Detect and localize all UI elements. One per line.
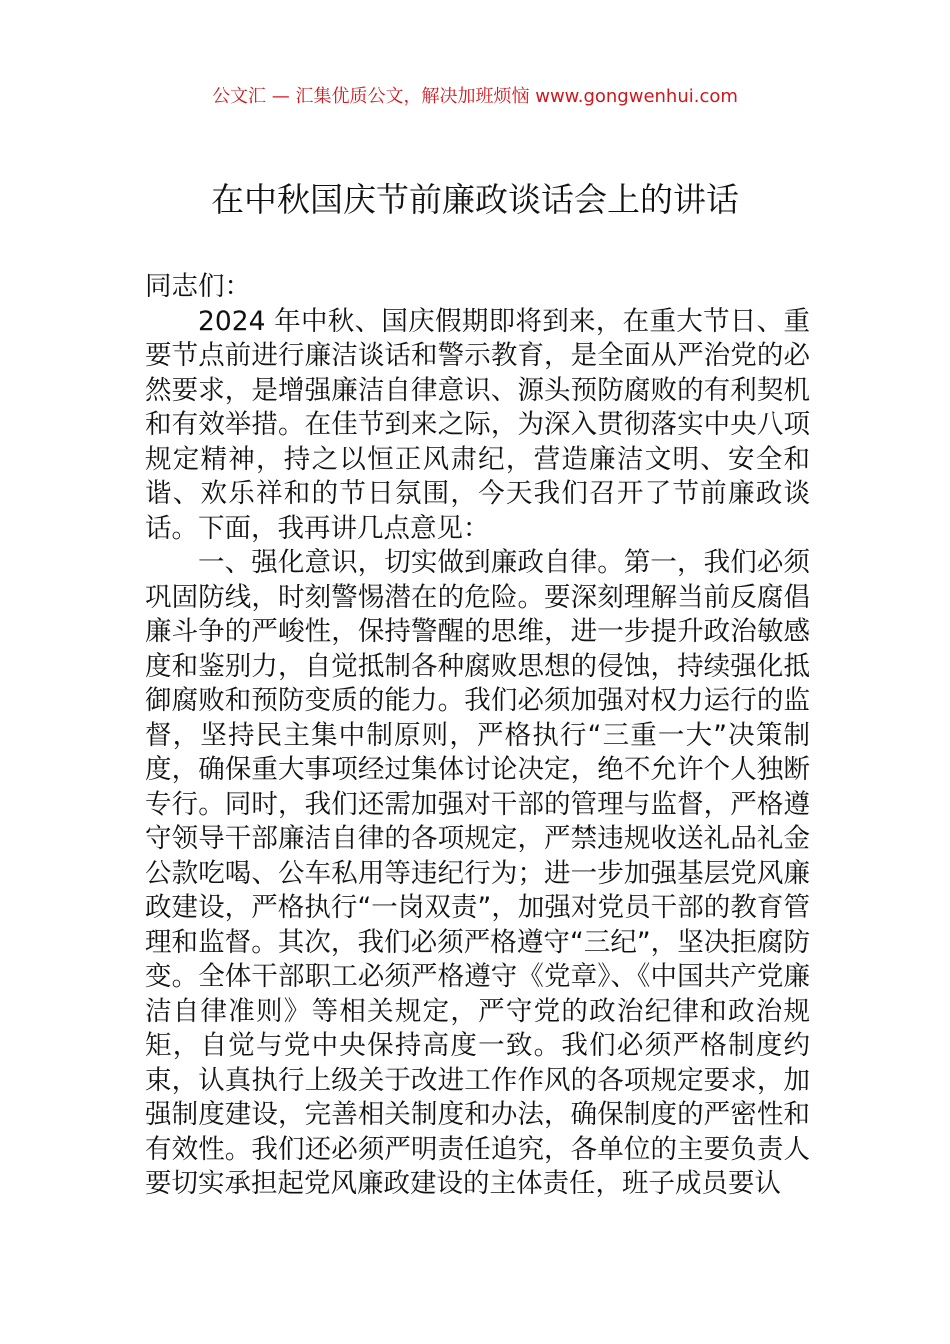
salutation: 同志们： [145, 271, 251, 302]
paragraph-intro: 2024 年中秋、国庆假期即将到来，在重大节日、重要节点前进行廉洁谈话和警示教育，是全面从严治党的必然要求，是增强廉洁自律意识、源头预防腐败的有利契机和有效举措。在佳节到来之际，为深入贯彻落实中央八项规定精神，持之以恒正风肃纪，营造廉洁文明、安全和谐、欢乐祥和的节日氛围，今天我们召开了节前廉政谈话。下面，我再讲几点意见： [145, 305, 810, 544]
document-title: 在中秋国庆节前廉政谈话会上的讲话 [211, 180, 739, 219]
paragraph-section-one: 一、强化意识，切实做到廉政自律。第一，我们必须巩固防线，时刻警惕潜在的危险。要深刻理解当前反腐倡廉斗争的严峻性，保持警醒的思维，进一步提升政治敏感度和鉴别力，自觉抵制各种腐败思想的侵蚀，持续强化抵御腐败和预防变质的能力。我们必须加强对权力运行的监督，坚持民主集中制原则，严格执行“三重一大”决策制度，确保重大事项经过集体讨论决定，绝不允许个人独断专行。同时，我们还需加强对干部的管理与监督，严格遵守领导干部廉洁自律的各项规定，严禁违规收送礼品礼金公款吃喝、公车私用等违纪行为；进一步加强基层党风廉政建设，严格执行“一岗双责”，加强对党员干部的教育管理和监督。其次，我们必须严格遵守“三纪”，坚决拒腐防变。全体干部职工必须严格遵守《党章》、《中国共产党廉洁自律准则》等相关规定，严守党的政治纪律和政治规矩，自觉与党中央保持高度一致。我们必须严格制度约束，认真执行上级关于改进工作作风的各项规定要求，加强制度建设，完善相关制度和办法，确保制度的严密性和有效性。我们还必须严明责任追究，各单位的主要负责人要切实承担起党风廉政建设的主体责任，班子成员要认 [145, 547, 810, 1199]
header-banner[interactable]: 公文汇 — 汇集优质公文，解决加班烦恼 www.gongwenhui.com [212, 86, 738, 107]
document-body [145, 270, 810, 1202]
